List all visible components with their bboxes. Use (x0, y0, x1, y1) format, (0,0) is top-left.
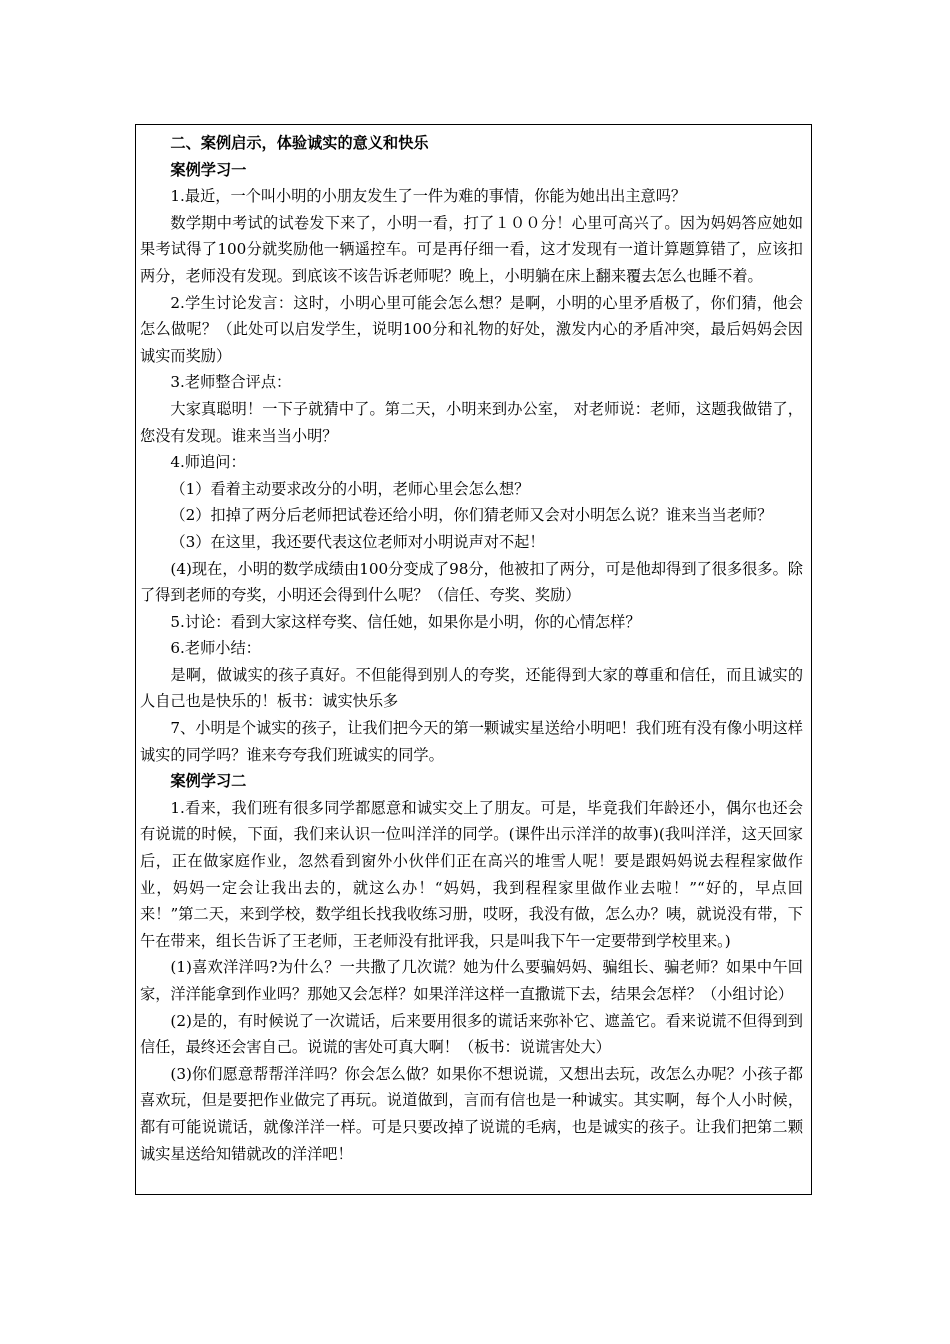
case1-paragraph: 2.学生讨论发言：这时，小明心里可能会怎么想？是啊，小明的心里矛盾极了，你们猜，他会怎么做呢？（此处可以启发学生，说明100分和礼物的好处，激发内心的矛盾冲突，最后妈妈会因诚实而奖励） (140, 293, 803, 365)
case2-paragraph: 1.看来，我们班有很多同学都愿意和诚实交上了朋友。可是，毕竟我们年龄还小，偶尔也还会有说谎的时候，下面，我们来认识一位叫洋洋的同学。(课件出示洋洋的故事)(我叫洋洋，这天回家后，正在做家庭作业，忽然看到窗外小伙伴们正在高兴的堆雪人呢！要是跟妈妈说去程程家做作业，妈妈一定会让我出去的，就这么办！“妈妈，我到程程家里做作业去啦！”“好的，早点回来！”第二天，来到学校，数学组长找我收练习册，哎呀，我没有做，怎么办？咦，就说没有带，下午在带来，组长告诉了王老师，王老师没有批评我，只是叫我下午一定要带到学校里来。) (140, 798, 803, 950)
case1-paragraph: 1.最近，一个叫小明的小朋友发生了一件为难的事情，你能为她出出主意吗？ (170, 187, 687, 206)
case1-paragraph: （2）扣掉了两分后老师把试卷还给小明，你们猜老师又会对小明怎么说？谁来当当老师？ (170, 506, 773, 525)
case2-paragraph: (3)你们愿意帮帮洋洋吗？你会怎么做？如果你不想说谎，又想出去玩，改怎么办呢？小孩子都喜欢玩，但是要把作业做完了再玩。说道做到，言而有信也是一种诚实。其实啊，每个人小时候，都有可能说谎话，就像洋洋一样。可是只要改掉了说谎的毛病，也是诚实的孩子。让我们把第二颗诚实星送给知错就改的洋洋吧！ (140, 1064, 803, 1163)
case1-paragraph: 是啊，做诚实的孩子真好。不但能得到别人的夸奖，还能得到大家的尊重和信任，而且诚实的人自己也是快乐的！板书：诚实快乐多 (140, 665, 803, 711)
lesson-plan-table-cell (135, 124, 812, 1195)
case1-paragraph: （1）看着主动要求改分的小明，老师心里会怎么想？ (170, 479, 530, 498)
case1-paragraph: (4)现在，小明的数学成绩由100分变成了98分，他被扣了两分，可是他却得到了很多很多。除了得到老师的夸奖，小明还会得到什么呢？（信任、夸奖、奖励） (140, 559, 803, 605)
case1-paragraph: 大家真聪明！一下子就猜中了。第二天，小明来到办公室， 对老师说：老师，这题我做错了，您没有发现。谁来当当小明？ (140, 399, 803, 445)
case2-paragraph: (1)喜欢洋洋吗?为什么？一共撒了几次谎？她为什么要骗妈妈、骗组长、骗老师？如果中午回家，洋洋能拿到作业吗？那她又会怎样？如果洋洋这样一直撒谎下去，结果会怎样？（小组讨论） (140, 958, 803, 1003)
case2-paragraph: (2)是的，有时候说了一次谎话，后来要用很多的谎话来弥补它、遮盖它。看来说谎不但得到到信任，最终还会害自己。说谎的害处可真大啊！（板书：说谎害处大） (140, 1011, 803, 1057)
section-title: 二、案例启示，体验诚实的意义和快乐 (170, 134, 429, 152)
case1-paragraph: 5.讨论：看到大家这样夸奖、信任她，如果你是小明，你的心情怎样？ (170, 612, 641, 631)
case1-paragraph: （3）在这里，我还要代表这位老师对小明说声对不起！ (170, 532, 545, 551)
case-heading-2: 案例学习二 (170, 772, 247, 791)
case-heading-1: 案例学习一 (170, 160, 247, 179)
case1-paragraph: 数学期中考试的试卷发下来了，小明一看，打了１００分！心里可高兴了。因为妈妈答应她如果考试得了100分就奖励他一辆遥控车。可是再仔细一看，这才发现有一道计算题算错了，应该扣两分，老师没有发现。到底该不该告诉老师呢？晚上，小明躺在床上翻来覆去怎么也睡不着。 (140, 213, 803, 285)
case1-paragraph: 7、小明是个诚实的孩子，让我们把今天的第一颗诚实星送给小明吧！我们班有没有像小明这样诚实的同学吗？谁来夸夸我们班诚实的同学。 (140, 719, 803, 764)
case1-paragraph: 3.老师整合评点： (170, 373, 292, 392)
case1-paragraph: 6.老师小结： (170, 639, 261, 658)
case1-paragraph: 4.师追问： (170, 453, 246, 472)
